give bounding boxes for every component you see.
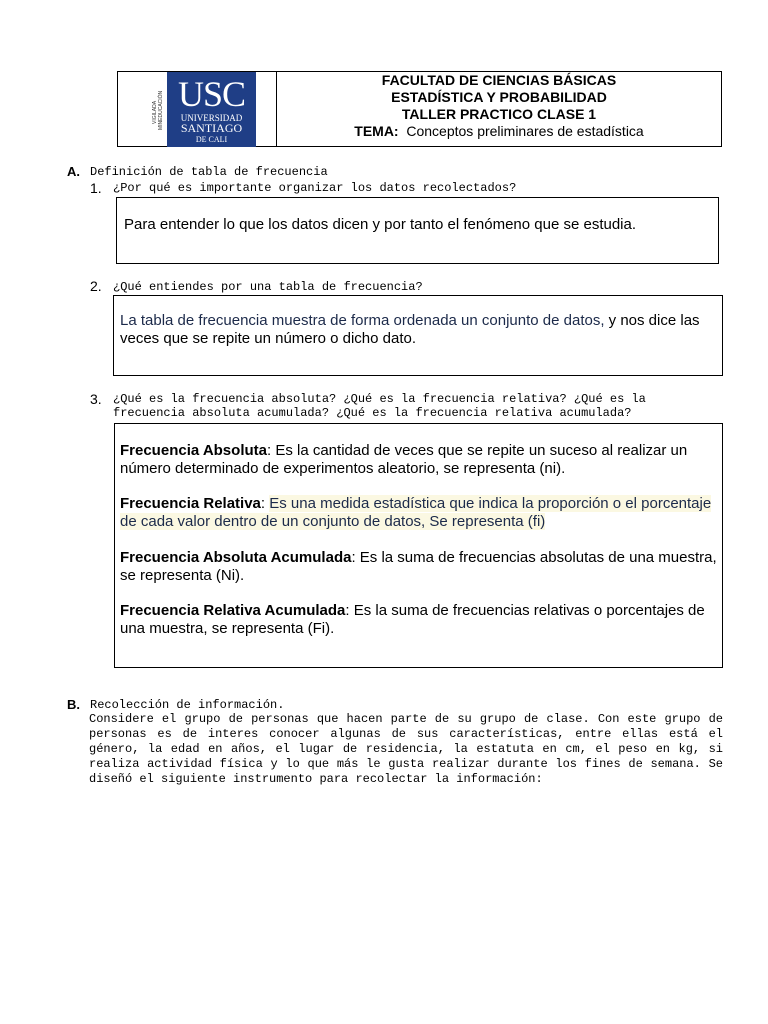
definition-term: Frecuencia Relativa Acumulada (120, 602, 346, 619)
definition-text: Es la cantidad de veces que se repite un suceso al realizar un número determinado de experimentos aleatorio, se representa (ni). (120, 442, 688, 477)
logo-main-text: USC (177, 74, 246, 114)
q1-number: 1. (90, 180, 102, 196)
tema-line (354, 123, 643, 139)
definition-term: Frecuencia Relativa (120, 495, 261, 512)
section-b-letter: B. (67, 697, 80, 712)
definition-sep: : (351, 549, 360, 566)
definition-item (120, 495, 720, 531)
definition-text: Es la suma de frecuencias absolutas de una muestra, se representa (Ni). (120, 549, 717, 584)
definition-text: Es una medida estadística que indica la proporción o el porcentaje de cada valor dentro de un conjunto de datos, Se representa (fi) (120, 495, 712, 530)
logo-line-3: DE CALI (195, 135, 228, 144)
workshop-title: TALLER PRACTICO CLASE 1 (401, 106, 597, 122)
q2-question: ¿Qué entiendes por una tabla de frecuencia? (113, 280, 423, 294)
q2-answer (120, 312, 716, 348)
section-a-letter: A. (67, 164, 80, 179)
logo-line-1: UNIVERSIDAD (180, 113, 243, 123)
faculty-title: FACULTAD DE CIENCIAS BÁSICAS (381, 72, 617, 88)
q2-number: 2. (90, 278, 102, 294)
q3-answer-box (114, 423, 723, 668)
tema-label: TEMA: (354, 123, 399, 139)
q3-question-line1: ¿Qué es la frecuencia absoluta? ¿Qué es la frecuencia relativa? ¿Qué es la (113, 392, 646, 406)
definition-item (120, 602, 720, 638)
q1-question: ¿Por qué es importante organizar los datos recolectados? (113, 181, 517, 195)
q3-number: 3. (90, 391, 102, 407)
q2-answer-box (113, 295, 723, 376)
section-b-title: Recolección de información. (90, 698, 285, 712)
q1-answer-box (116, 197, 719, 264)
definition-text: Es la suma de frecuencias relativas o porcentajes de una muestra, se representa (Fi). (120, 602, 705, 637)
definition-sep: : (260, 495, 270, 512)
definition-term: Frecuencia Absoluta Acumulada (120, 549, 352, 566)
definition-item (120, 549, 720, 585)
definition-sep: : (266, 442, 276, 459)
course-title: ESTADÍSTICA Y PROBABILIDAD (391, 89, 607, 105)
logo-cell (118, 72, 277, 146)
section-a-title: Definición de tabla de frecuencia (90, 165, 328, 179)
tema-value: Conceptos preliminares de estadística (406, 123, 644, 139)
header-titles (277, 72, 721, 146)
definition-sep: : (345, 602, 354, 619)
logo-line-2: SANTIAGO (180, 121, 243, 135)
q3-question-line2: frecuencia absoluta acumulada? ¿Qué es la frecuencia relativa acumulada? (113, 406, 632, 420)
definition-item (120, 442, 720, 478)
document-header (117, 71, 722, 147)
vigilada-mark: VIGILADA MINEDUCACIÓN (152, 90, 164, 130)
definition-term: Frecuencia Absoluta (120, 442, 267, 459)
q2-answer-part-b: y nos dice las veces que se repite un número o dicho dato. (120, 312, 700, 347)
section-b-body: Considere el grupo de personas que hacen parte de su grupo de clase. Con este grupo de personas es de interes conocer algunas de sus características, entre ellas está el género, la edad en años, el lugar de residencia, la estatuta en cm, el peso en kg, si realiza actividad física y lo que más le gusta realizar durante los fines de semana. Se diseñó el siguiente instrumento para recolectar la información: (89, 712, 723, 786)
usc-logo (167, 72, 256, 147)
q1-answer: Para entender lo que los datos dicen y por tanto el fenómeno que se estudia. (124, 216, 637, 233)
q2-answer-part-a: La tabla de frecuencia muestra de forma ordenada un conjunto de datos, (120, 312, 605, 329)
